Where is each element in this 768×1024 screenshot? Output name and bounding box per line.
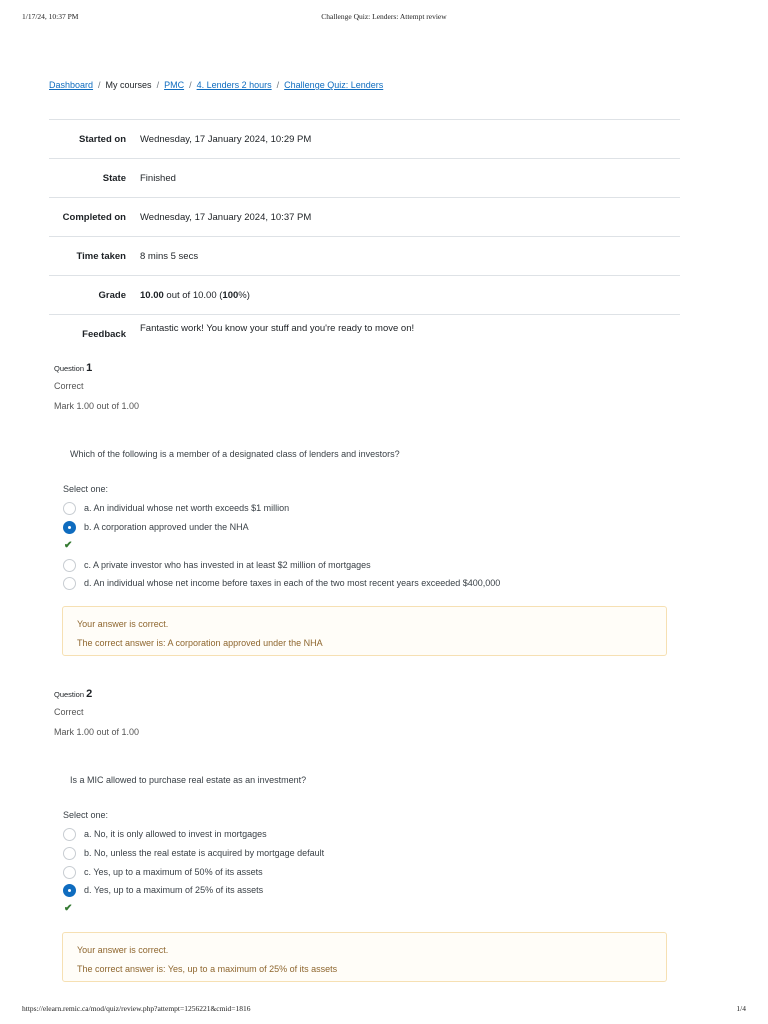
question-state: Correct [54,707,84,717]
breadcrumb-separator: / [189,80,192,90]
answer-option[interactable] [63,557,371,573]
grade-score: 10.00 [140,289,164,301]
select-one-prompt: Select one: [63,810,109,820]
time-taken-label: Time taken [76,250,126,262]
print-url: https://elearn.remic.ca/mod/quiz/review.php?attempt=1256221&cmid=1816 [22,1004,251,1013]
print-footer [22,1004,746,1016]
question-mark: Mark 1.00 out of 1.00 [54,727,140,737]
feedback-label: Feedback [82,329,126,340]
state-label: State [102,172,126,184]
check-icon: ✔ [64,903,73,914]
radio-button[interactable] [63,866,76,879]
summary-row-state [49,158,680,197]
question-label: Question [54,364,85,373]
answer-option-label: c. A private investor who has invested in at least $2 million of mortgages [84,560,371,570]
radio-button[interactable] [63,577,76,590]
question-label: Question [54,690,85,699]
answer-option[interactable] [63,500,289,516]
grade-value [140,290,680,301]
completed-label: Completed on [62,211,126,223]
question-number [54,362,92,374]
answer-option-label: d. An individual whose net income before taxes in each of the two most recent years exceeded $400,000 [84,578,501,588]
question-number-value: 1 [86,362,93,374]
answer-option-label: b. No, unless the real estate is acquired by mortgage default [84,848,325,858]
breadcrumb-pmc[interactable]: PMC [164,80,185,90]
question-state: Correct [54,381,84,391]
breadcrumb-challenge-quiz[interactable]: Challenge Quiz: Lenders [284,80,384,90]
summary-row-grade [49,275,680,314]
summary-row-feedback [49,314,680,352]
answer-feedback-box [62,932,667,982]
radio-button[interactable] [63,559,76,572]
question-text: Is a MIC allowed to purchase real estate as an investment? [70,775,307,785]
answer-option-label: a. An individual whose net worth exceeds $1 million [84,503,290,513]
completed-value: Wednesday, 17 January 2024, 10:37 PM [140,211,312,223]
question-number [54,688,92,700]
summary-row-time [49,236,680,275]
started-label: Started on [79,133,126,145]
radio-button-checked[interactable] [63,884,76,897]
grade-end: %) [238,289,250,301]
breadcrumb-lenders[interactable]: 4. Lenders 2 hours [196,80,272,90]
question-text: Which of the following is a member of a designated class of lenders and investors? [70,449,400,459]
feedback-result: Your answer is correct. [77,619,169,629]
radio-button[interactable] [63,847,76,860]
feedback-correct-answer: The correct answer is: Yes, up to a maximum of 25% of its assets [77,964,338,974]
answer-option[interactable] [63,845,324,861]
breadcrumb-dashboard[interactable]: Dashboard [49,80,94,90]
answer-option[interactable] [63,519,249,535]
feedback-correct-answer: The correct answer is: A corporation approved under the NHA [77,638,323,648]
started-value: Wednesday, 17 January 2024, 10:29 PM [140,133,312,145]
question-number-value: 2 [86,688,93,700]
summary-row-completed [49,197,680,236]
grade-percent: 100 [222,289,239,301]
time-taken-value: 8 mins 5 secs [140,250,199,262]
print-page-number: 1/4 [736,1004,746,1013]
radio-button-checked[interactable] [63,521,76,534]
attempt-summary-table [49,119,680,352]
breadcrumb [49,80,383,90]
breadcrumb-separator: / [98,80,101,90]
grade-label: Grade [98,289,126,301]
print-datetime: 1/17/24, 10:37 PM [22,12,79,21]
answer-option[interactable] [63,864,263,880]
feedback-result: Your answer is correct. [77,945,169,955]
breadcrumb-separator: / [156,80,160,90]
radio-button[interactable] [63,502,76,515]
answer-option-label: b. A corporation approved under the NHA [84,522,249,532]
feedback-value: Fantastic work! You know your stuff and you're ready to move on! [140,323,415,334]
answer-option[interactable] [63,826,267,842]
summary-row-started [49,119,680,158]
breadcrumb-my-courses: My courses [105,80,152,90]
answer-feedback-box [62,606,667,656]
answer-option-label: d. Yes, up to a maximum of 25% of its assets [84,885,264,895]
radio-button[interactable] [63,828,76,841]
answer-option[interactable] [63,882,263,898]
question-mark: Mark 1.00 out of 1.00 [54,401,140,411]
print-title: Challenge Quiz: Lenders: Attempt review [321,12,447,21]
state-value: Finished [140,172,176,184]
answer-option-label: c. Yes, up to a maximum of 50% of its assets [84,867,263,877]
grade-mid: out of 10.00 ( [163,289,223,301]
print-header [22,12,746,24]
breadcrumb-separator: / [276,80,280,90]
answer-option-label: a. No, it is only allowed to invest in mortgages [84,829,267,839]
check-icon: ✔ [64,540,73,551]
select-one-prompt: Select one: [63,484,109,494]
answer-option[interactable] [63,575,500,591]
